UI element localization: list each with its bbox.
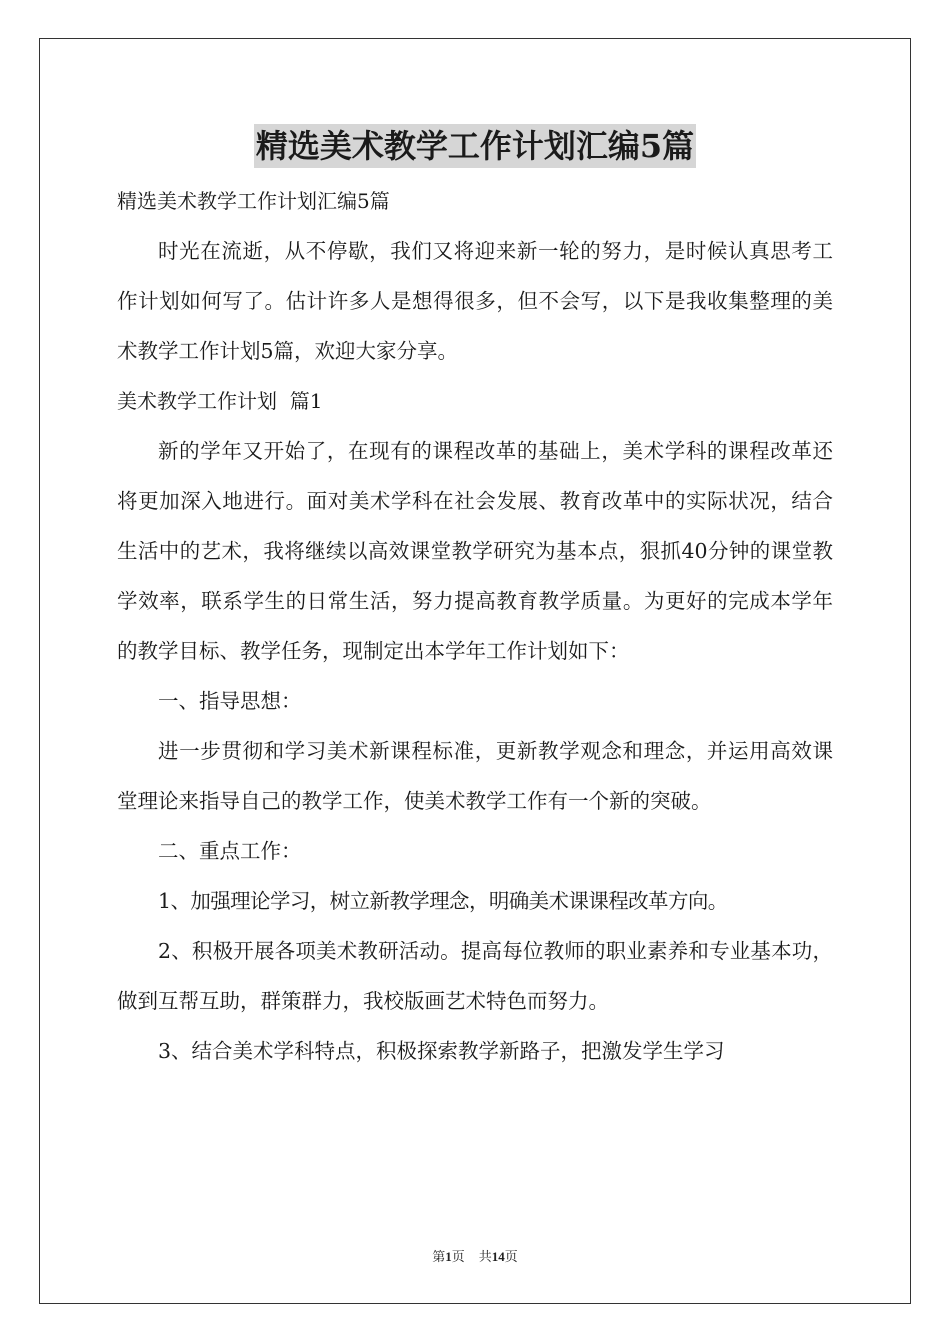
document-body (117, 176, 833, 1076)
total-prefix: 共 (478, 1249, 492, 1264)
page-suffix: 页 (451, 1249, 465, 1264)
page-number: 1 (445, 1249, 452, 1264)
document-subtitle: 精选美术教学工作计划汇编5篇 (117, 189, 390, 213)
heading-guiding-thought: 一、指导思想： (158, 689, 302, 713)
document-title: 精选美术教学工作计划汇编5篇 (254, 124, 696, 168)
total-suffix: 页 (504, 1249, 518, 1264)
body-paragraph-1: 新的学年又开始了，在现有的课程改革的基础上，美术学科的课程改革还将更加深入地进行。面对美术学科在社会发展、教育改革中的实际状况，结合生活中的艺术，我将继续以高效课堂教学研究为基本点，狠抓40分钟的课堂教学效率，联系学生的日常生活，努力提高教育教学质量。为更好的完成本学年的教学目标、教学任务，现制定出本学年工作计划如下： (117, 439, 833, 663)
intro-paragraph: 时光在流逝，从不停歇，我们又将迎来新一轮的努力，是时候认真思考工作计划如何写了。估计许多人是想得很多，但不会写，以下是我收集整理的美术教学工作计划5篇，欢迎大家分享。 (117, 239, 833, 363)
page-footer (0, 1246, 950, 1265)
title-container (0, 124, 950, 168)
list-item-2: 2、积极开展各项美术教研活动。提高每位教师的职业素养和专业基本功，做到互帮互助，群策群力，我校版画艺术特色而努力。 (117, 939, 833, 1013)
section-heading: 美术教学工作计划 篇1 (117, 389, 323, 413)
total-pages: 14 (491, 1249, 505, 1264)
page-prefix: 第 (432, 1249, 446, 1264)
body-paragraph-2: 进一步贯彻和学习美术新课程标准，更新教学观念和理念，并运用高效课堂理论来指导自己的教学工作，使美术教学工作有一个新的突破。 (117, 739, 833, 813)
heading-key-work: 二、重点工作： (158, 839, 302, 863)
list-item-3: 3、结合美术学科特点，积极探索教学新路子，把激发学生学习 (158, 1039, 725, 1063)
list-item-1: 1、加强理论学习，树立新教学理念，明确美术课课程改革方向。 (158, 889, 728, 913)
